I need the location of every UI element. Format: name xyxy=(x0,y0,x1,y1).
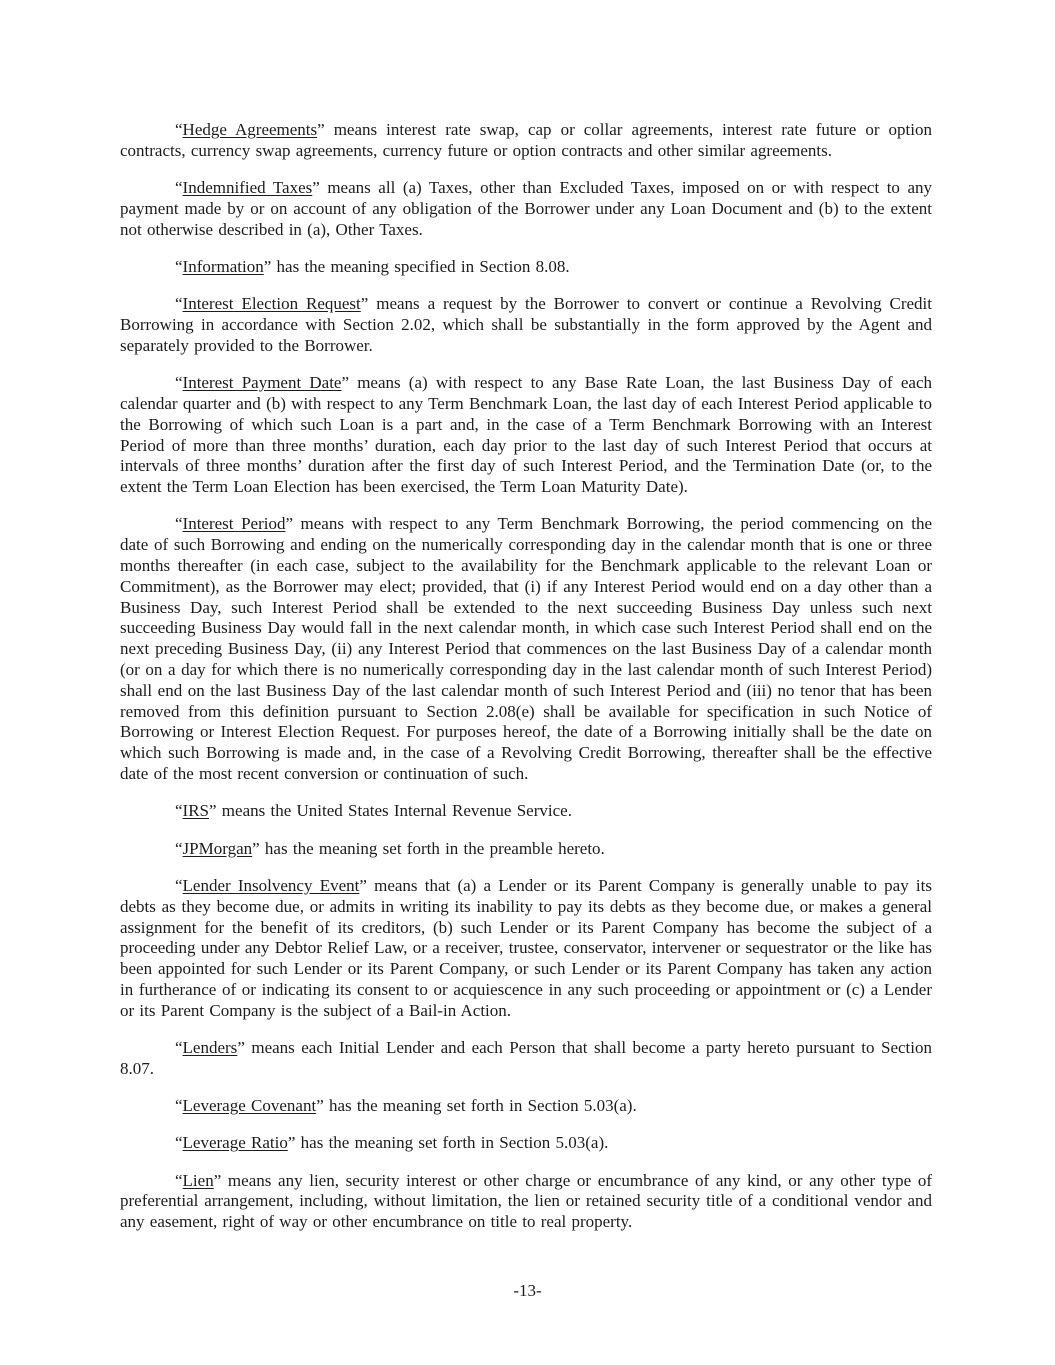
definition-text: ” has the meaning set forth in the preamble hereto. xyxy=(252,838,605,858)
open-quote: “ xyxy=(175,373,183,393)
defined-term: Hedge Agreements xyxy=(182,120,318,139)
document-body xyxy=(120,120,932,1250)
definition-text: ” means interest rate swap, cap or collar agreements, interest rate future or option contracts, currency swap agreements, currency future or option contracts and other similar agreements. xyxy=(120,120,932,160)
open-quote: “ xyxy=(175,1133,183,1153)
definition-paragraph xyxy=(120,839,932,860)
defined-term: Interest Period xyxy=(182,514,286,534)
defined-term: IRS xyxy=(182,801,210,821)
definition-paragraph xyxy=(120,1096,932,1117)
definition-paragraph xyxy=(120,876,932,1022)
definition-text: ” has the meaning set forth in Section 5.03(a). xyxy=(316,1096,637,1116)
defined-term: Leverage Covenant xyxy=(182,1096,317,1116)
defined-term: Interest Payment Date xyxy=(182,373,342,393)
defined-term: JPMorgan xyxy=(182,838,253,858)
definition-paragraph xyxy=(120,120,932,162)
open-quote: “ xyxy=(175,256,183,276)
defined-term: Lien xyxy=(182,1170,214,1190)
defined-term: Lenders xyxy=(182,1037,238,1057)
definition-paragraph xyxy=(120,1171,932,1233)
open-quote: “ xyxy=(175,178,183,198)
definition-text: ” means that (a) a Lender or its Parent Company is generally unable to pay its debts as they become due, or admits in writing its inability to pay its debts as they become due, or makes a general assignment for the benefit of its creditors, (b) such Lender or its Parent Company has become the subject of a proceeding under any Debtor Relief Law, or a receiver, trustee, conservator, intervener or sequestrator or the like has been appointed for such Lender or its Parent Company, or such Lender or its Parent Company has taken any action in furtherance of or indicating its consent to or acquiescence in any such proceeding or appointment or (c) a Lender or its Parent Company is the subject of a Bail-in Action. xyxy=(120,875,932,1020)
definition-text: ” means each Initial Lender and each Person that shall become a party hereto pursuant to Section 8.07. xyxy=(120,1037,932,1078)
definition-paragraph xyxy=(120,1133,932,1154)
definition-text: ” means with respect to any Term Benchmark Borrowing, the period commencing on the date of such Borrowing and ending on the numerically corresponding day in the calendar month that is one or three months thereafter (in each case, subject to the availability for the Benchmark applicable to the relevant Loan or Commitment), as the Borrower may elect; provided, that (i) if any Interest Period would end on a day other than a Business Day, such Interest Period shall be extended to the next succeeding Business Day unless such next succeeding Business Day would fall in the next calendar month, in which case such Interest Period shall end on the next preceding Business Day, (ii) any Interest Period that commences on the last Business Day of a calendar month (or on a day for which there is no numerically corresponding day in the last calendar month of such Interest Period) shall end on the last Business Day of the last calendar month of such Interest Period and (iii) no tenor that has been removed from this definition pursuant to Section 2.08(e) shall be available for specification in such Notice of Borrowing or Interest Election Request. For purposes hereof, the date of a Borrowing initially shall be the date on which such Borrowing is made and, in the case of a Revolving Credit Borrowing, thereafter shall be the effective date of the most recent conversion or continuation of such. xyxy=(120,514,932,784)
definition-text: ” has the meaning specified in Section 8.08. xyxy=(263,256,570,276)
definition-text: ” has the meaning set forth in Section 5.03(a). xyxy=(287,1133,609,1153)
definition-text: ” means any lien, security interest or other charge or encumbrance of any kind, or any other type of preferential arrangement, including, without limitation, the lien or retained security title of a conditional vendor and any easement, right of way or other encumbrance on title to real property. xyxy=(120,1170,932,1232)
open-quote: “ xyxy=(175,1170,183,1190)
definition-text: ” means the United States Internal Revenue Service. xyxy=(209,801,572,821)
open-quote: “ xyxy=(175,801,183,821)
open-quote: “ xyxy=(175,514,183,534)
defined-term: Interest Election Request xyxy=(182,294,361,314)
defined-term: Lender Insolvency Event xyxy=(182,875,360,895)
open-quote: “ xyxy=(175,838,183,858)
page-number: -13- xyxy=(513,1281,542,1300)
definition-text: ” means (a) with respect to any Base Rate Loan, the last Business Day of each calendar quarter and (b) with respect to any Term Benchmark Loan, the last day of each Interest Period applicable to the Borrowing of which such Loan is a part and, in the case of a Term Benchmark Borrowing with an Interest Period of more than three months’ duration, each day prior to the last day of such Interest Period that occurs at intervals of three months’ duration after the first day of such Interest Period, and the Termination Date (or, to the extent the Term Loan Election has been exercised, the Term Loan Maturity Date). xyxy=(120,373,932,497)
definition-paragraph xyxy=(120,1038,932,1080)
definition-text: ” means all (a) Taxes, other than Excluded Taxes, imposed on or with respect to any payment made by or on account of any obligation of the Borrower under any Loan Document and (b) to the extent not otherwise described in (a), Other Taxes. xyxy=(120,178,932,239)
defined-term: Indemnified Taxes xyxy=(182,178,313,198)
open-quote: “ xyxy=(175,294,183,314)
open-quote: “ xyxy=(175,875,183,895)
definition-paragraph xyxy=(120,373,932,498)
defined-term: Information xyxy=(182,256,264,276)
open-quote: “ xyxy=(175,120,183,139)
definition-paragraph xyxy=(120,514,932,784)
open-quote: “ xyxy=(175,1037,183,1057)
definition-paragraph xyxy=(120,178,932,240)
definition-paragraph xyxy=(120,801,932,822)
open-quote: “ xyxy=(175,1096,183,1116)
definition-text: ” means a request by the Borrower to convert or continue a Revolving Credit Borrowing in accordance with Section 2.02, which shall be substantially in the form approved by the Agent and separately provided to the Borrower. xyxy=(120,294,933,355)
defined-term: Leverage Ratio xyxy=(182,1133,288,1153)
definition-paragraph xyxy=(120,294,932,356)
definition-paragraph xyxy=(120,257,932,278)
